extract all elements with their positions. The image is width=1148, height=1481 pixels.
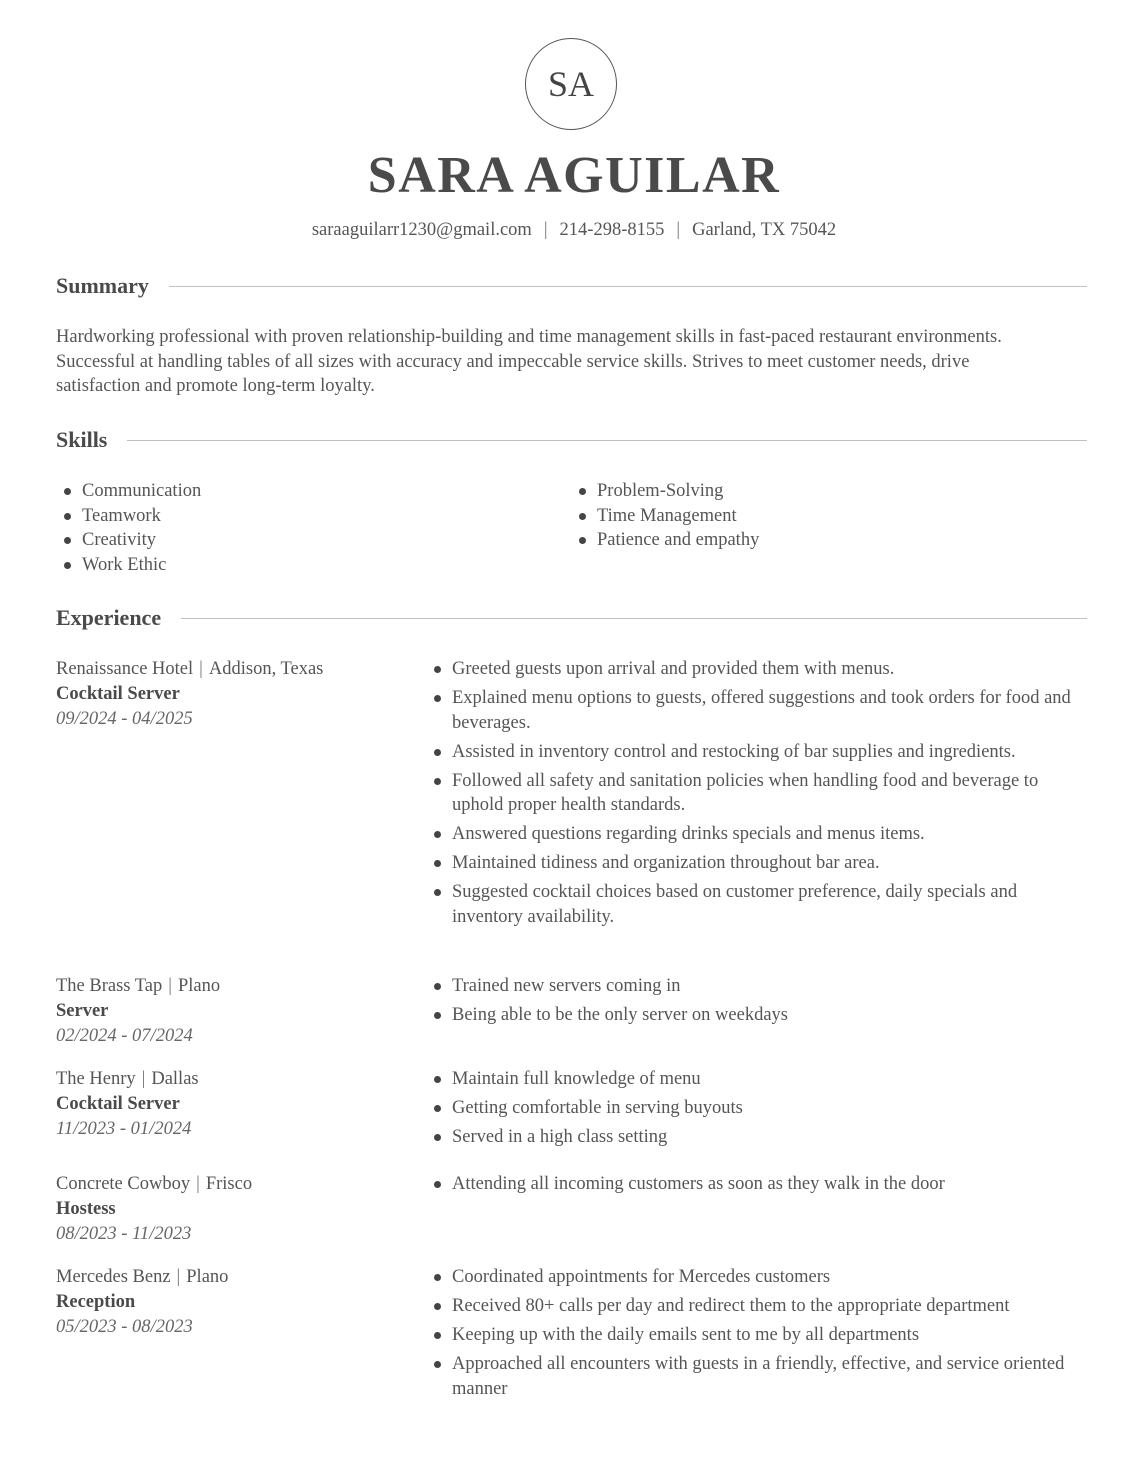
experience-section-header [56,605,1087,631]
bullet-icon [434,1134,441,1141]
job-company-line [56,1067,426,1092]
candidate-name: SARA AGUILAR [367,147,781,204]
bullet-icon [434,1274,441,1281]
job-meta [56,1265,426,1340]
bullet-icon [434,1105,441,1112]
bullet-icon [434,889,441,896]
section-title: Skills [56,427,108,452]
skill-item [56,504,201,529]
bullet-icon [434,1303,441,1310]
job-bullet-text: Approached all encounters with guests in a friendly, effective, and service oriented manner [452,1354,1065,1399]
bullet-icon [579,513,586,520]
job-title: Cocktail Server [56,684,180,704]
job-bullet [432,1096,1087,1121]
bullet-icon [434,1361,441,1368]
summary-text: Hardworking professional with proven relationship-building and time management skills in fast-paced restaurant environments. Successful at handling tables of all sizes with accuracy and impeccable service skills. Strives to meet customer needs, drive satisfaction and promote long-term loyalty. [56,327,1002,396]
job-bullet [432,1294,1087,1319]
job-bullet-text: Followed all safety and sanitation policies when handling food and beverage to uphold proper health standards. [452,770,1039,815]
separator: | [141,1069,146,1089]
job-dates: 02/2024 - 07/2024 [56,1026,193,1046]
bullet-icon [579,488,586,495]
email[interactable]: saraaguilarr1230@gmail.com [311,220,532,240]
job-bullet-text: Maintained tidiness and organization throughout bar area. [452,853,880,873]
skill-label: Patience and empathy [597,530,760,551]
separator: | [176,1267,181,1287]
job-meta [56,657,426,732]
job-bullet [432,1172,1087,1197]
job-location: Plano [177,976,221,996]
job-bullet [432,1067,1087,1092]
bullet-icon [434,1332,441,1339]
job-bullet [432,657,1087,682]
job-dates: 08/2023 - 11/2023 [56,1224,192,1244]
separator: | [543,220,548,240]
job-bullet [432,769,1087,818]
section-divider [181,618,1087,619]
job-bullets [432,1067,1087,1154]
job-bullet [432,1265,1087,1290]
bullet-icon [579,537,586,544]
bullet-icon [434,1012,441,1019]
separator: | [199,659,203,679]
job-company-line [56,1172,426,1197]
section-divider [127,440,1087,441]
skills-list-right [571,479,759,553]
bullet-icon [434,1181,441,1188]
skill-label: Creativity [82,530,156,551]
job-bullet-text: Attending all incoming customers as soon as they walk in the door [452,1174,945,1194]
contact-line [0,220,1148,241]
job-bullet-text: Served in a high class setting [452,1127,668,1147]
job-bullets [432,1172,1087,1201]
job-bullet [432,1125,1087,1150]
skills-list-left [56,479,201,578]
job-bullet [432,1003,1087,1028]
job-bullet-text: Explained menu options to guests, offered suggestions and took orders for food and beverages. [452,688,1071,733]
skill-label: Problem-Solving [597,481,724,501]
job-dates: 11/2023 - 01/2024 [56,1119,192,1139]
monogram-badge [525,38,617,130]
job-bullet-text: Answered questions regarding drinks specials and menus items. [452,824,925,844]
job-bullet [432,880,1087,929]
job-meta [56,1067,426,1142]
job-bullet-text: Maintain full knowledge of menu [452,1069,701,1089]
skill-label: Communication [82,481,202,501]
job-bullet-text: Coordinated appointments for Mercedes customers [452,1267,831,1287]
job-employer: Mercedes Benz [56,1267,171,1287]
skill-item [56,553,201,578]
job-title: Server [56,1001,109,1021]
job-bullet [432,974,1087,999]
bullet-icon [64,513,71,520]
job-employer: The Brass Tap [56,976,163,996]
job-meta [56,1172,426,1247]
phone[interactable]: 214-298-8155 [559,220,665,240]
job-bullet-text: Suggested cocktail choices based on customer preference, daily specials and inventory availability. [452,882,1018,927]
separator: | [676,220,681,240]
separator: | [196,1174,200,1194]
job-bullet-text: Received 80+ calls per day and redirect them to the appropriate department [452,1296,1010,1316]
bullet-icon [434,778,441,785]
skill-label: Work Ethic [82,555,167,576]
summary-section-header [56,273,1087,299]
bullet-icon [434,1076,441,1083]
bullet-icon [434,695,441,702]
job-bullet-text: Trained new servers coming in [452,976,681,996]
skill-item [56,528,201,553]
location: Garland, TX 75042 [692,220,837,240]
job-dates: 09/2024 - 04/2025 [56,709,193,729]
job-location: Addison, Texas [208,659,324,679]
skill-item [571,479,759,504]
job-bullet-text: Being able to be the only server on weekdays [452,1005,788,1025]
bullet-icon [434,983,441,990]
job-bullet [432,822,1087,847]
bullet-icon [64,562,71,569]
job-bullet [432,1352,1087,1401]
job-bullet-text: Greeted guests upon arrival and provided them with menus. [452,659,895,679]
bullet-icon [434,860,441,867]
job-location: Dallas [151,1069,199,1089]
bullet-icon [64,488,71,495]
section-divider [169,286,1087,287]
skill-label: Teamwork [82,505,161,526]
job-bullets [432,657,1087,934]
job-employer: Renaissance Hotel [56,659,194,679]
skill-item [571,528,759,553]
skill-item [56,479,201,504]
initials: SA [547,64,595,104]
bullet-icon [434,831,441,838]
job-title: Hostess [56,1199,116,1219]
job-bullet-text: Getting comfortable in serving buyouts [452,1098,743,1118]
job-location: Plano [186,1267,229,1287]
skills-section-header [56,427,1087,453]
job-bullets [432,974,1087,1032]
bullet-icon [434,666,441,673]
job-bullet [432,851,1087,876]
job-employer: The Henry [56,1069,136,1089]
job-employer: Concrete Cowboy [56,1174,191,1194]
separator: | [168,976,172,996]
job-bullet [432,686,1087,735]
job-dates: 05/2023 - 08/2023 [56,1317,193,1337]
job-title: Reception [56,1292,136,1312]
job-company-line [56,657,426,682]
job-company-line [56,1265,426,1290]
section-title: Summary [56,273,149,298]
bullet-icon [434,749,441,756]
job-meta [56,974,426,1049]
job-bullet [432,1323,1087,1348]
job-bullets [432,1265,1087,1406]
job-bullet-text: Assisted in inventory control and restocking of bar supplies and ingredients. [452,741,1016,762]
job-location: Frisco [205,1174,253,1194]
bullet-icon [64,537,71,544]
job-company-line [56,974,426,999]
job-bullet [432,740,1087,765]
skill-label: Time Management [597,505,737,526]
skill-item [571,504,759,529]
section-title: Experience [56,605,162,630]
job-title: Cocktail Server [56,1094,180,1114]
job-bullet-text: Keeping up with the daily emails sent to me by all departments [452,1325,920,1345]
